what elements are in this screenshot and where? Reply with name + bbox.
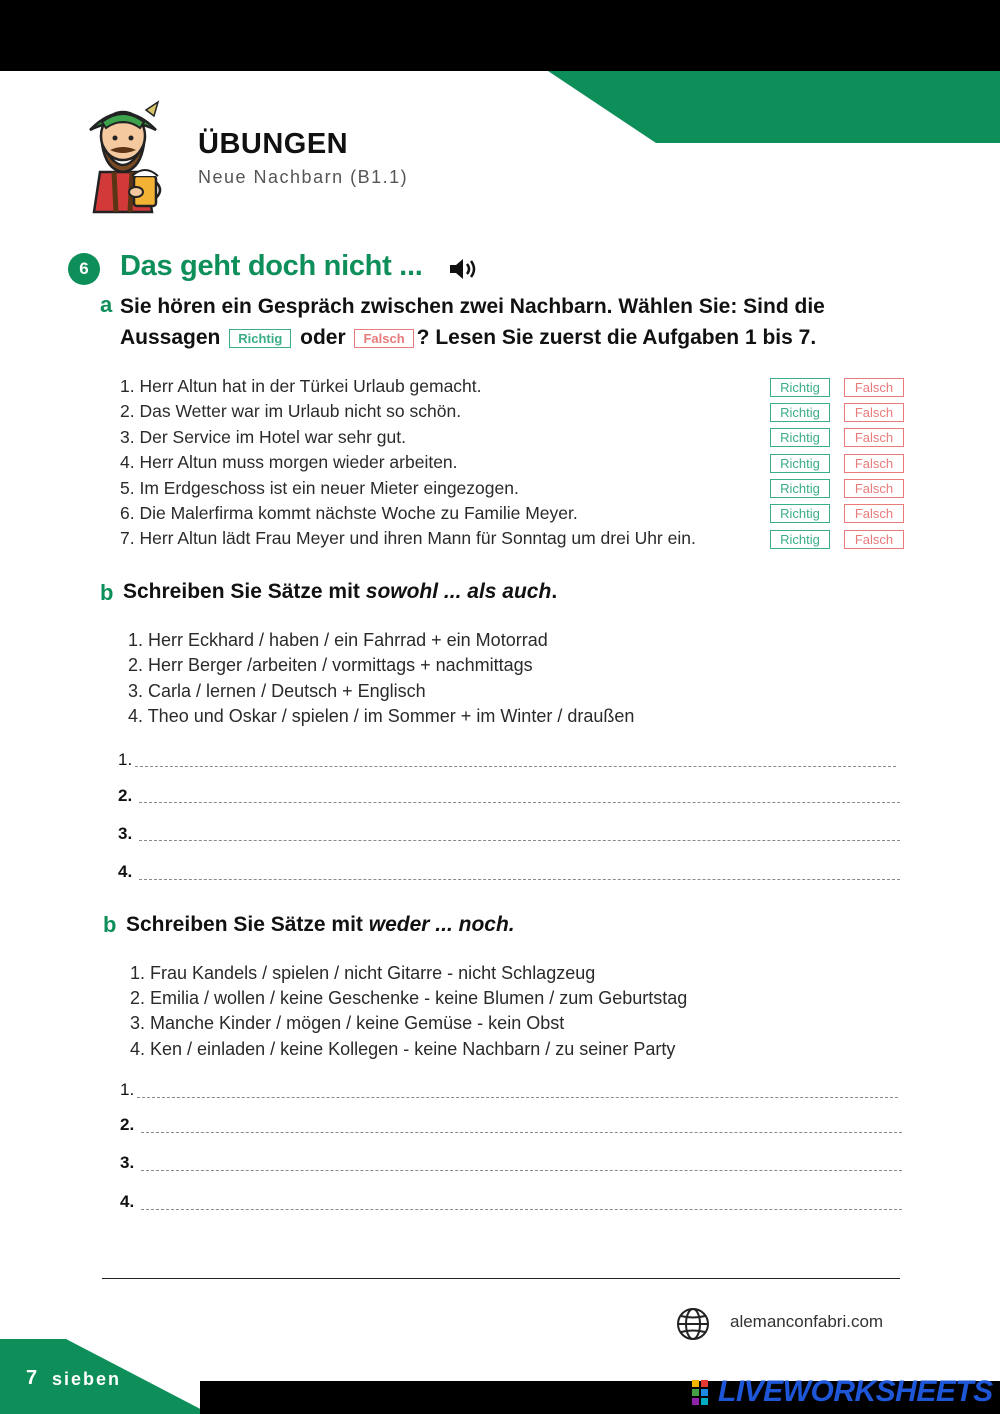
statement-2: 2. Das Wetter war im Urlaub nicht so schön.	[120, 401, 462, 421]
b2-line-number-3: 3.	[120, 1153, 135, 1172]
statement-6: 6. Die Malerfirma kommt nächste Woche zu Familie Meyer.	[120, 503, 578, 523]
footer-divider	[102, 1278, 900, 1279]
statement-3-falsch-button[interactable]: Falsch	[844, 428, 904, 447]
instruction-text: Schreiben Sie Sätze mit	[126, 913, 369, 936]
page-title: ÜBUNGEN	[198, 128, 349, 160]
exercise-title: Das geht doch nicht ...	[120, 250, 423, 282]
mascot-logo-icon	[80, 100, 166, 214]
b1-answer-line-4[interactable]	[139, 879, 900, 880]
instruction-emphasis: sowohl ... als auch	[365, 580, 552, 603]
statement-4-falsch-button[interactable]: Falsch	[844, 454, 904, 473]
part-b1-instruction	[123, 580, 557, 604]
page-word: sieben	[52, 1369, 122, 1389]
b2-prompt-3: 3. Manche Kinder / mögen / keine Gemüse - kein Obst	[130, 1013, 565, 1033]
statement-5-richtig-button[interactable]: Richtig	[770, 479, 830, 498]
richtig-tag: Richtig	[229, 329, 291, 348]
part-a-instruction	[120, 291, 825, 353]
statement-3: 3. Der Service im Hotel war sehr gut.	[120, 427, 406, 447]
liveworksheets-logo-icon	[692, 1380, 718, 1406]
b2-line-number-2: 2.	[120, 1115, 135, 1134]
statement-5-falsch-button[interactable]: Falsch	[844, 479, 904, 498]
b1-prompt-2: 2. Herr Berger /arbeiten / vormittags + nachmittags	[128, 655, 533, 675]
statement-1-richtig-button[interactable]: Richtig	[770, 378, 830, 397]
b2-prompt-2: 2. Emilia / wollen / keine Geschenke - keine Blumen / zum Geburtstag	[130, 988, 688, 1008]
b2-prompt-4: 4. Ken / einladen / keine Kollegen - keine Nachbarn / zu seiner Party	[130, 1039, 676, 1059]
b1-answer-line-3[interactable]	[139, 840, 900, 841]
b1-prompt-1: 1. Herr Eckhard / haben / ein Fahrrad + ein Motorrad	[128, 630, 548, 650]
part-b2-letter: b	[103, 912, 117, 937]
statement-2-richtig-button[interactable]: Richtig	[770, 403, 830, 422]
b1-answer-line-1[interactable]	[135, 766, 896, 767]
part-b1-letter: b	[100, 580, 114, 605]
part-a-instruction-line-2	[120, 322, 825, 353]
b1-line-number-1: 1.	[118, 750, 133, 769]
statement-4-richtig-button[interactable]: Richtig	[770, 454, 830, 473]
b1-prompt-3: 3. Carla / lernen / Deutsch + Englisch	[128, 681, 426, 701]
b1-answer-line-2[interactable]	[139, 802, 900, 803]
statement-1: 1. Herr Altun hat in der Türkei Urlaub gemacht.	[120, 376, 482, 396]
b2-line-number-4: 4.	[120, 1192, 135, 1211]
statement-7-falsch-button[interactable]: Falsch	[844, 530, 904, 549]
statement-5: 5. Im Erdgeschoss ist ein neuer Mieter eingezogen.	[120, 478, 519, 498]
liveworksheets-watermark: LIVEWORKSHEETS	[718, 1375, 993, 1408]
b1-line-number-4: 4.	[118, 862, 133, 881]
statement-6-falsch-button[interactable]: Falsch	[844, 504, 904, 523]
statement-3-richtig-button[interactable]: Richtig	[770, 428, 830, 447]
b1-line-number-2: 2.	[118, 786, 133, 805]
speaker-icon[interactable]	[448, 256, 478, 282]
statement-1-falsch-button[interactable]: Falsch	[844, 378, 904, 397]
statement-7-richtig-button[interactable]: Richtig	[770, 530, 830, 549]
statement-7: 7. Herr Altun lädt Frau Meyer und ihren Mann für Sonntag um drei Uhr ein.	[120, 528, 696, 548]
instruction-text: ? Lesen Sie zuerst die Aufgaben 1 bis 7.	[416, 326, 817, 349]
b2-answer-line-1[interactable]	[137, 1097, 898, 1098]
instruction-text: Schreiben Sie Sätze mit	[123, 580, 366, 603]
top-green-band	[548, 71, 1000, 143]
falsch-tag: Falsch	[354, 329, 413, 348]
b2-prompt-1: 1. Frau Kandels / spielen / nicht Gitarre - nicht Schlagzeug	[130, 963, 596, 983]
b2-line-number-1: 1.	[120, 1080, 135, 1099]
b2-answer-line-3[interactable]	[141, 1170, 902, 1171]
b2-answer-line-2[interactable]	[141, 1132, 902, 1133]
statement-6-richtig-button[interactable]: Richtig	[770, 504, 830, 523]
exercise-number-badge: 6	[68, 253, 100, 285]
page-number: 7	[26, 1367, 38, 1389]
website-link[interactable]: alemanconfabri.com	[730, 1312, 884, 1331]
instruction-emphasis: weder ... noch.	[368, 913, 515, 936]
statement-2-falsch-button[interactable]: Falsch	[844, 403, 904, 422]
part-b2-instruction	[126, 913, 515, 937]
instruction-text: Aussagen	[120, 326, 221, 349]
top-black-bar	[0, 0, 1000, 71]
globe-icon	[676, 1307, 710, 1341]
instruction-text: .	[551, 580, 558, 603]
page-subtitle: Neue Nachbarn (B1.1)	[198, 167, 409, 187]
statement-4: 4. Herr Altun muss morgen wieder arbeiten.	[120, 452, 458, 472]
b2-answer-line-4[interactable]	[141, 1209, 902, 1210]
b1-line-number-3: 3.	[118, 824, 133, 843]
part-a-instruction-line-1: Sie hören ein Gespräch zwischen zwei Nachbarn. Wählen Sie: Sind die	[120, 295, 825, 318]
instruction-text: oder	[300, 326, 346, 349]
b1-prompt-4: 4. Theo und Oskar / spielen / im Sommer + im Winter / draußen	[128, 706, 635, 726]
part-a-letter: a	[100, 292, 113, 317]
